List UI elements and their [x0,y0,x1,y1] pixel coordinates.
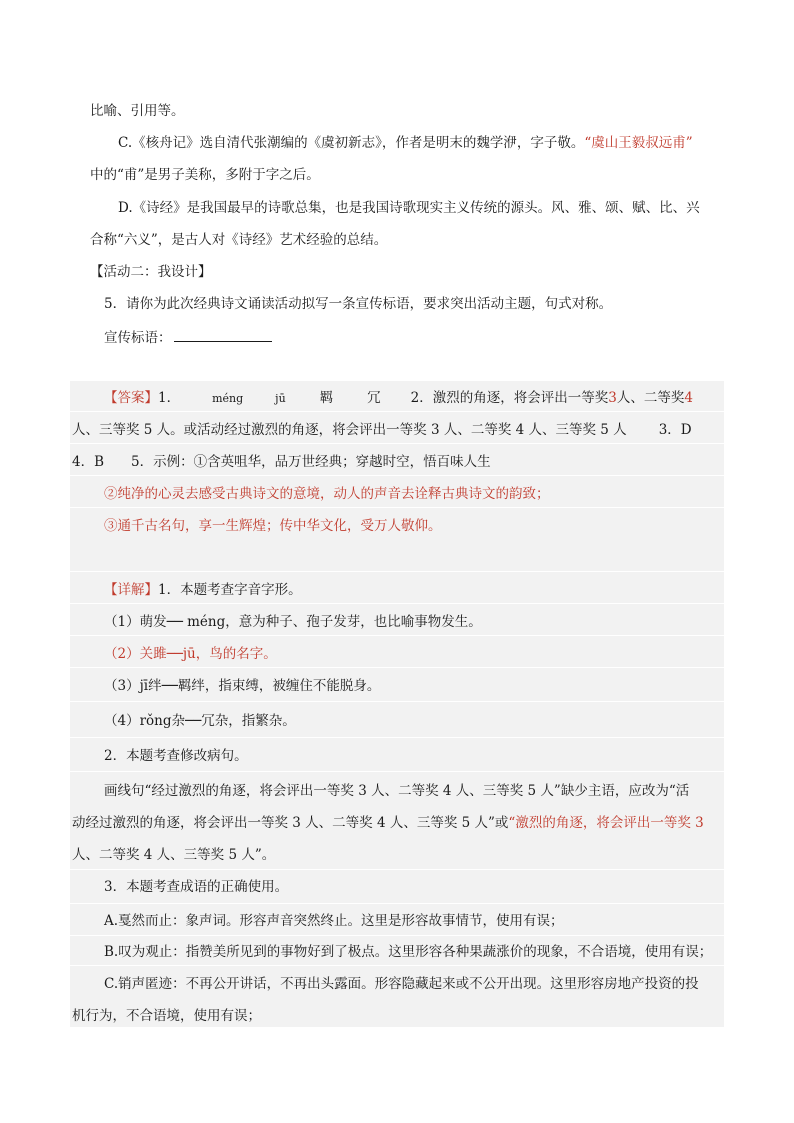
slogan-blank [174,326,272,342]
slogan-row [104,326,272,348]
separator [70,667,724,668]
detail-item-1: （1）萌发── méng，意为种子、孢子发芽，也比喻事物发生。 [104,614,482,630]
option-c-quote: “虞山王毅叔远甫” [584,135,693,151]
option-d-line2: 合称“六义”，是古人对《诗经》艺术经验的总结。 [90,232,388,248]
slogan-label: 宣传标语： [104,330,172,346]
answer-word-1: 羁 [319,390,334,406]
detail-heading [104,580,302,600]
answer-q2-a: 2．激烈的角逐，将会评出一等奖 [410,390,609,406]
separator [70,935,724,936]
answer-example-3: ③通千古名句，享一生辉煌；传中华文化，受万人敬仰。 [104,518,442,534]
detail-q3: 3．本题考查成语的正确使用。 [104,879,289,895]
detail-q2-line2-b: “激烈的角逐，将会评出一等奖 3 [508,815,704,831]
detail-q2-line2-a: 动经过激烈的角逐，将会评出一等奖 3 人、二等奖 4 人、三等奖 5 人”或 [72,815,509,831]
option-b-tail: 比喻、引用等。 [90,103,185,119]
detail-item-2: （2）关雎──jū，鸟的名字。 [104,646,277,662]
answer-num-4: 4 [684,390,693,406]
separator [70,771,724,772]
answer-line2 [72,420,692,440]
answer-num1: 1． [158,390,181,406]
detail-q2-line1: 画线句“经过激烈的角逐，将会评出一等奖 3 人、二等奖 4 人、三等奖 5 人”缺少主语，应改为“活 [104,783,690,799]
question-5: 5．请你为此次经典诗文诵读活动拟写一条宣传标语，要求突出活动主题，句式对称。 [104,296,613,312]
separator [70,571,724,572]
separator [70,635,724,636]
separator [70,507,724,508]
separator [70,869,724,870]
option-c-line1 [118,133,693,153]
separator [70,903,724,904]
separator [70,701,724,702]
separator [70,965,724,966]
answer-pinyin-1: méng [212,392,244,405]
answer-word-2: 冗 [367,390,381,406]
detail-option-b: B.叹为观止：指赞美所见到的事物好到了极点。这里形容各种果蔬涨价的现象，不合语境，使用有误； [104,944,713,960]
answer-line3: 4．B 5．示例：①含英咀华，品万世经典；穿越时空，悟百味人生 [72,454,491,470]
separator [70,475,724,476]
option-c-line2: 中的“甫”是男子美称，多附于字之后。 [90,167,320,183]
answer-q3: 3．D [658,422,692,438]
detail-q1: 1．本题考查字音字形。 [158,582,302,598]
detail-q2-line3: 人、二等奖 4 人、三等奖 5 人”。 [72,847,276,863]
separator [70,737,724,738]
detail-option-c-line1: C.销声匿迹：不再公开讲话，不再出头露面。形容隐藏起来或不公开出现。这里形容房地产投资的投 [104,976,699,992]
separator [70,443,724,444]
answer-line1 [104,388,693,409]
answer-q2-b: 人、二等奖 [616,390,685,406]
answer-line2-text: 人、三等奖 5 人。或活动经过激烈的角逐，将会评出一等奖 3 人、二等奖 4 人、三等奖 5 人 [72,422,627,438]
answer-pinyin-2: jū [275,392,286,405]
detail-option-a: A.戛然而止：象声词。形容声音突然终止。这里是形容故事情节，使用有误； [104,913,564,929]
detail-item-4: （4）rǒng杂──冗杂，指繁杂。 [104,713,296,729]
separator [70,411,724,412]
option-c-text: C.《核舟记》选自清代张潮编的《虞初新志》，作者是明末的魏学洢，字子敬。 [118,135,585,151]
answer-num-3: 3 [608,390,617,406]
detail-q2-line2 [72,813,704,833]
activity-heading: 【活动二：我设计】 [90,264,212,280]
detail-tag: 【详解】 [104,582,158,598]
separator [70,603,724,604]
answer-example-2: ②纯净的心灵去感受古典诗文的意境，动人的声音去诠释古典诗文的韵致； [104,486,550,502]
detail-option-c-line2: 机行为，不合语境，使用有误； [72,1008,261,1024]
option-d-line1: D.《诗经》是我国最早的诗歌总集，也是我国诗歌现实主义传统的源头。风、雅、颂、赋、比、兴 [118,200,700,216]
detail-item-3: （3）jī绊──羁绊，指束缚，被缠住不能脱身。 [104,678,381,694]
answer-tag: 【答案】 [104,390,158,406]
detail-q2: 2．本题考查修改病句。 [104,748,248,764]
